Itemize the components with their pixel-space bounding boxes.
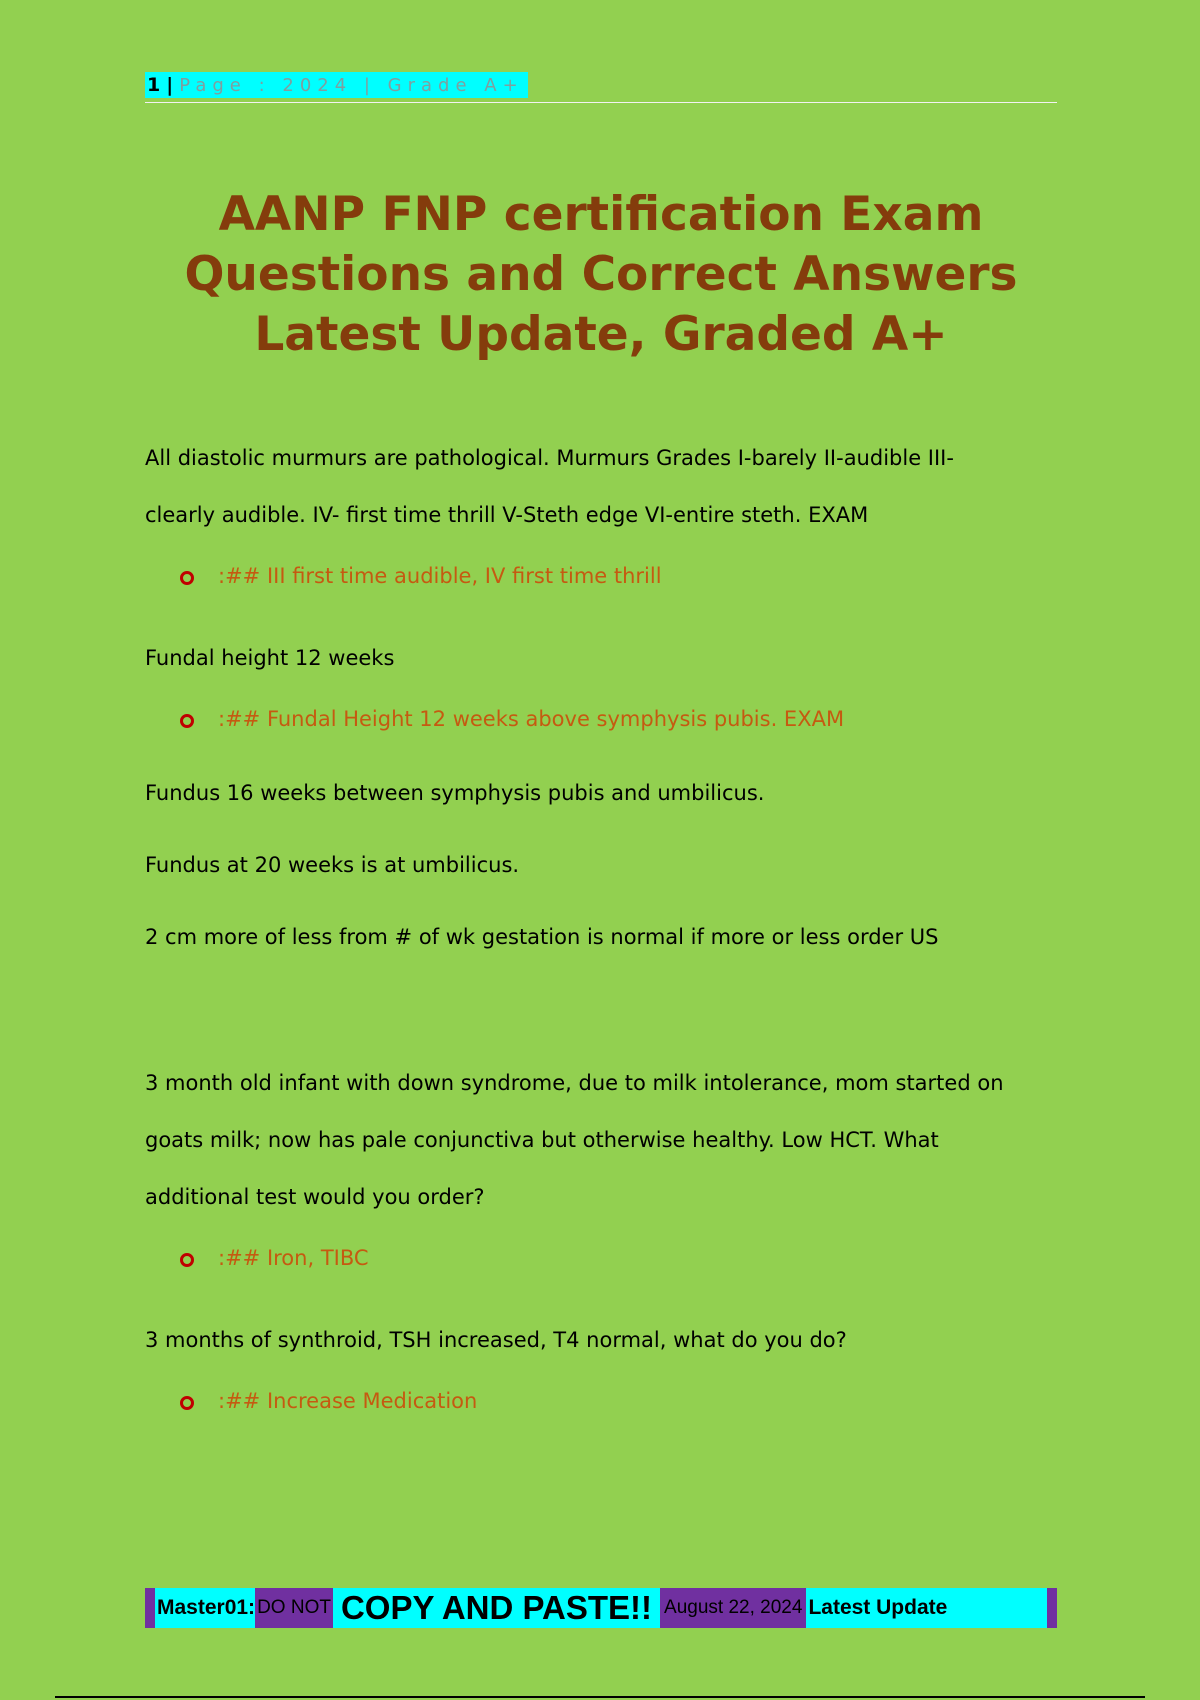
footer-author: Master01: [157,1596,256,1619]
answer-item [180,560,1057,592]
question-text-line: goats milk; now has pale conjunctiva but otherwise healthy. Low HCT. What [145,1128,939,1152]
question-text-line: All diastolic murmurs are pathological. Murmurs Grades I-barely II-audible III- [145,446,954,470]
title-line-3: Latest Update, Graded A+ [254,307,948,362]
answer-text: :## Iron, TIBC [218,1246,369,1270]
answer-item [180,703,1057,735]
header-meta: Page : 2024 | Grade A+ [179,75,524,96]
answer-text: :## III first time audible, IV first time thrill [218,564,662,588]
document-title [145,185,1057,365]
question-down-syndrome [145,1055,1057,1226]
footer-date: August 22, 2024 [660,1588,806,1628]
page-bottom-rule [55,1696,1145,1698]
note-gestation: 2 cm more of less from # of wk gestation is normal if more or less order US [145,925,939,949]
circle-bullet-icon [180,571,194,585]
note-fundus-16: Fundus 16 weeks between symphysis pubis and umbilicus. [145,781,765,805]
footer-update: Latest Update [808,1596,948,1619]
document-body [145,430,1057,1417]
page-number: 1 [147,74,161,96]
circle-bullet-icon [180,1396,194,1410]
question-text-line: additional test would you order? [145,1185,485,1209]
title-line-1: AANP FNP certification Exam [218,187,984,242]
footer-warning: COPY AND PASTE!! [340,1589,653,1626]
note-fundus-20: Fundus at 20 weeks is at umbilicus. [145,853,520,877]
question-fundal-height: Fundal height 12 weeks [145,646,395,670]
answer-item [180,1385,1057,1417]
footer-warning-prefix: DO NOT [255,1588,333,1628]
circle-bullet-icon [180,714,194,728]
answer-text: :## Fundal Height 12 weeks above symphysis pubis. EXAM [218,707,845,731]
circle-bullet-icon [180,1253,194,1267]
answer-item [180,1242,1057,1274]
question-text-line: 3 month old infant with down syndrome, due to milk intolerance, mom started on [145,1071,1004,1095]
header-separator: | [166,74,174,96]
page-header [145,72,1057,103]
question-text-line: clearly audible. IV- first time thrill V-Steth edge VI-entire steth. EXAM [145,503,869,527]
question-murmurs [145,430,1057,544]
title-line-2: Questions and Correct Answers [184,247,1018,302]
answer-text: :## Increase Medication [218,1389,478,1413]
question-synthroid: 3 months of synthroid, TSH increased, T4 normal, what do you do? [145,1328,847,1352]
header-highlight [145,72,528,98]
page-footer [145,1588,1057,1628]
